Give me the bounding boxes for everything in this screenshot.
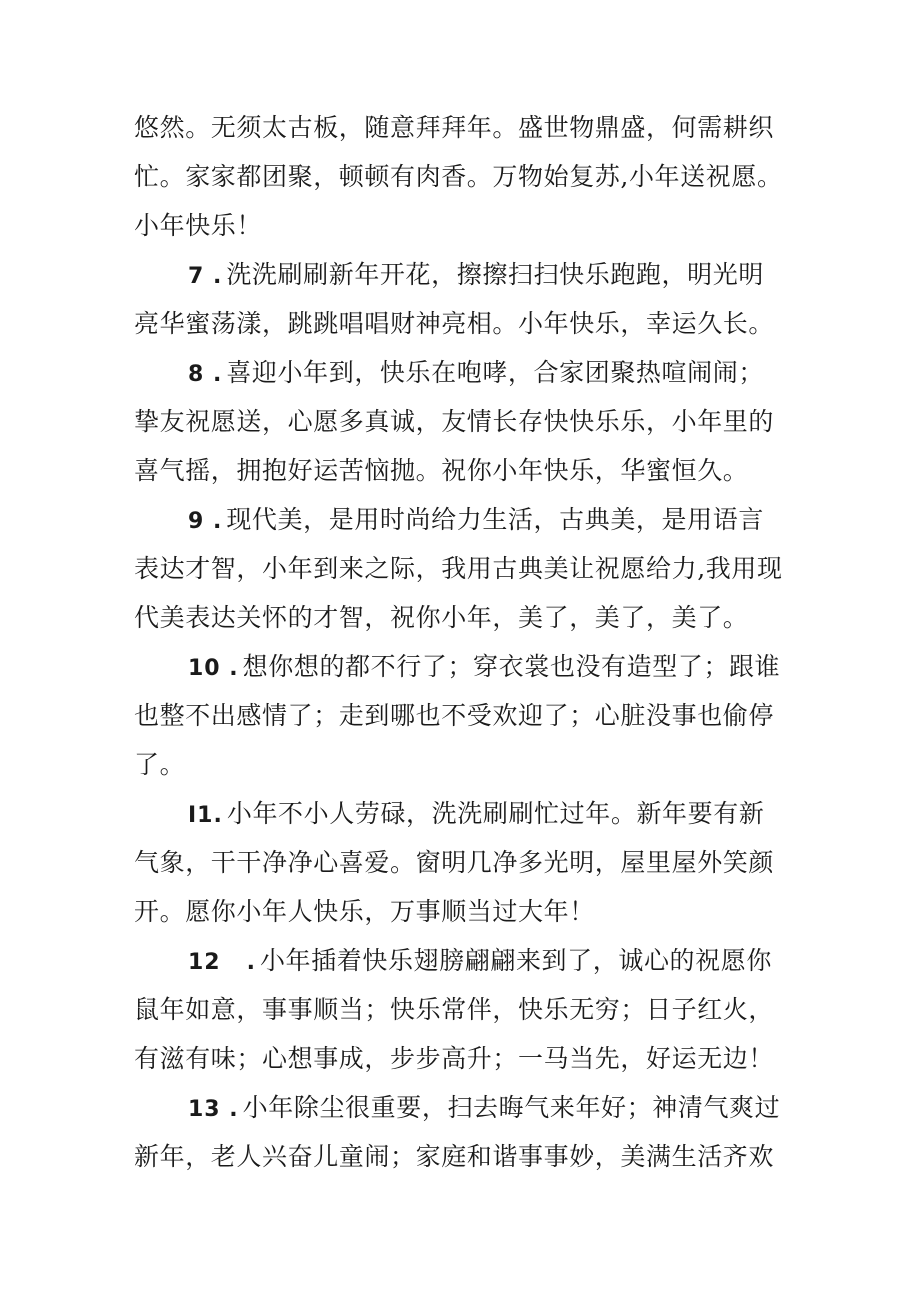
item-number: 13 . (188, 1097, 239, 1122)
text-line (134, 112, 794, 144)
line-text: 新年，老人兴奋儿童闹；家庭和谐事事妙，美满生活齐欢 (134, 1142, 775, 1171)
line-text: 鼠年如意，事事顺当；快乐常伴，快乐无穷；日子红火， (134, 995, 775, 1024)
item-10-line (188, 651, 794, 685)
line-text: 气象，干干净净心喜爱。窗明几净多光明，屋里屋外笑颜 (134, 848, 775, 877)
item-number: I1. (188, 803, 223, 828)
line-text: 开。愿你小年人快乐，万事顺当过大年！ (134, 897, 595, 926)
text-line (134, 308, 794, 340)
item-7-line (188, 259, 794, 293)
item-13-line (188, 1092, 794, 1126)
item-12-line (188, 945, 794, 979)
line-text: 现代美，是用时尚给力生活，古典美，是用语言 (226, 505, 764, 534)
text-line (134, 161, 794, 193)
line-text: 了。 (134, 750, 186, 779)
line-text: 表达才智，小年到来之际，我用古典美让祝愿给力,我用现 (134, 554, 783, 583)
line-text: 代美表达关怀的才智，祝你小年，美了，美了，美了。 (134, 603, 749, 632)
line-text: 挚友祝愿送，心愿多真诚，友情长存快快乐乐，小年里的 (134, 407, 775, 436)
text-line (134, 553, 794, 585)
line-text: 小年不小人劳碌，洗洗刷刷忙过年。新年要有新 (226, 799, 765, 828)
item-8-line (188, 357, 794, 391)
line-text: 喜气摇，拥抱好运苦恼抛。祝你小年快乐，华蜜恒久。 (134, 456, 749, 485)
item-number: 8 . (188, 362, 223, 387)
item-number: 12 . (188, 950, 256, 975)
line-text: 亮华蜜荡漾，跳跳唱唱财神亮相。小年快乐，幸运久长。 (134, 309, 775, 338)
line-text: 喜迎小年到，快乐在咆哮，合家团聚热喧闹闹； (226, 358, 764, 387)
item-number: 7 . (188, 264, 223, 289)
line-text: 想你想的都不行了；穿衣裳也没有造型了；跟谁 (242, 652, 781, 681)
text-line (134, 700, 794, 732)
text-line (134, 749, 794, 781)
text-line (134, 406, 794, 438)
text-line (134, 455, 794, 487)
item-number: 10 . (188, 656, 239, 681)
text-line (134, 994, 794, 1026)
text-line (134, 1141, 794, 1173)
line-text: 悠然。无须太古板，随意拜拜年。盛世物鼎盛，何需耕织 (134, 113, 775, 142)
line-text: 忙。家家都团聚，顿顿有肉香。万物始复苏,小年送祝愿。 (134, 162, 783, 191)
text-line (134, 602, 794, 634)
line-text: 也整不出感情了；走到哪也不受欢迎了；心脏没事也偷停 (134, 701, 775, 730)
line-text: 小年插着快乐翅膀翩翩来到了，诚心的祝愿你 (259, 946, 772, 975)
line-text: 小年除尘很重要，扫去晦气来年好；神清气爽过 (242, 1093, 781, 1122)
item-number: 9 . (188, 509, 223, 534)
line-text: 小年快乐！ (134, 211, 263, 240)
text-line (134, 896, 794, 928)
item-11-line (188, 798, 794, 832)
text-line (134, 847, 794, 879)
item-9-line (188, 504, 794, 538)
text-line (134, 1043, 794, 1075)
line-text: 有滋有味；心想事成，步步高升；一马当先，好运无边！ (134, 1044, 775, 1073)
line-text: 洗洗刷刷新年开花，擦擦扫扫快乐跑跑，明光明 (226, 260, 764, 289)
text-line (134, 210, 794, 242)
